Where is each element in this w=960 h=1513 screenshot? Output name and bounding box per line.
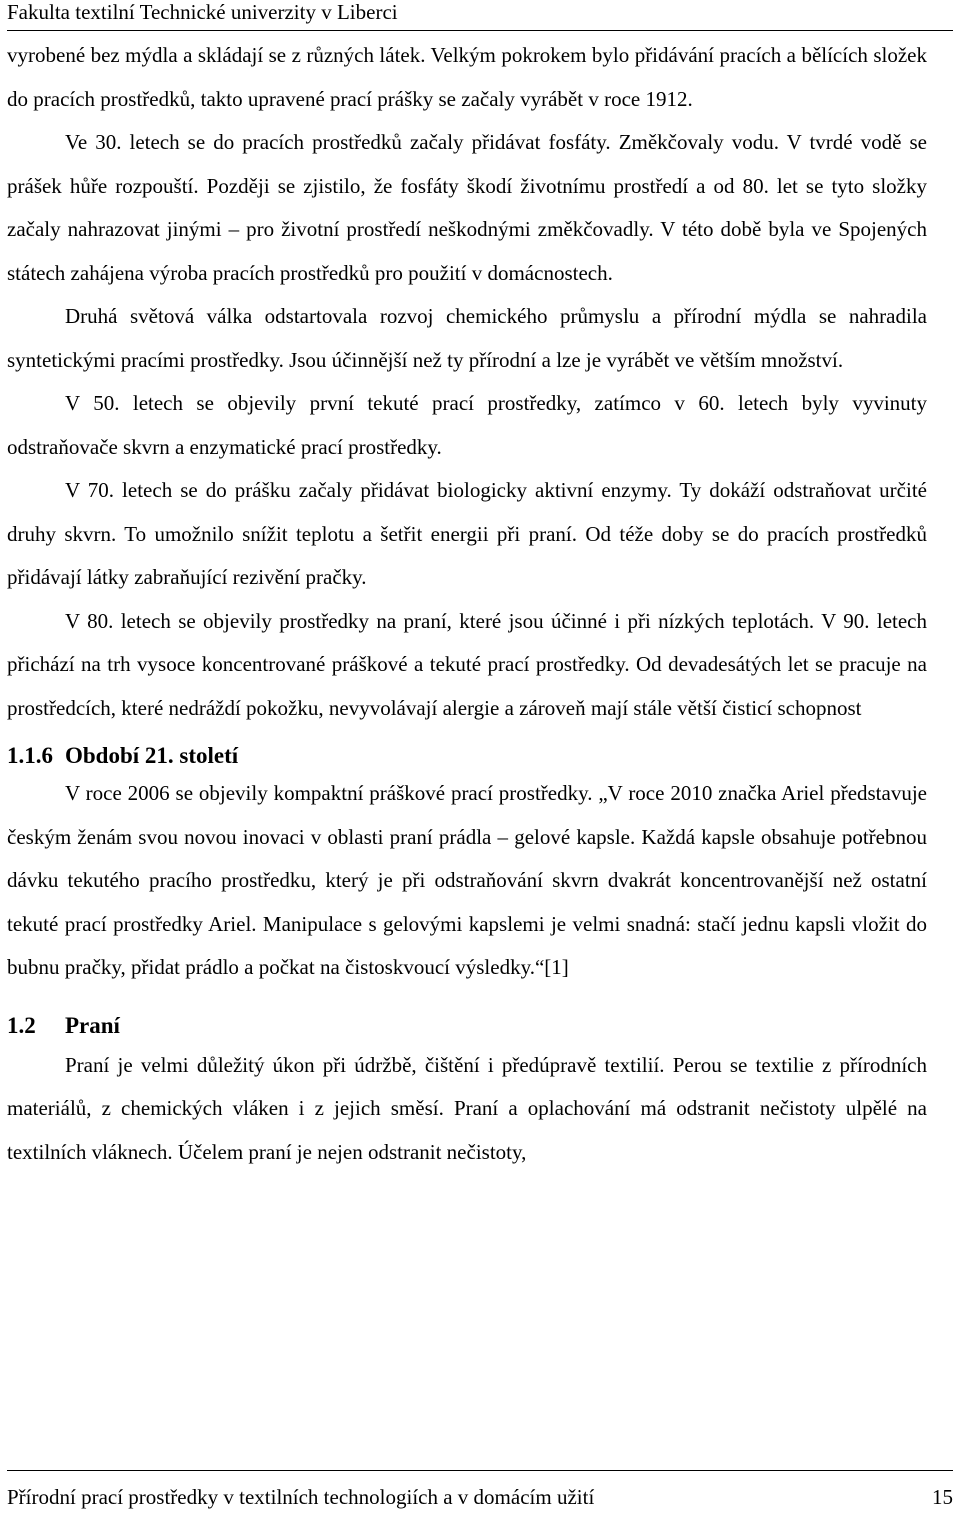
paragraph: V 70. letech se do prášku začaly přidávat biologicky aktivní enzymy. Ty dokáží odstraňovat určité druhy skvrn. To umožnilo snížit teplotu a šetřit energii při praní. Od téže doby se do pracích prostředků přidávají látky zabraňující rezivění pračky. [7,478,927,589]
page-number: 15 [932,1485,953,1509]
section-number: 1.2 [7,1012,36,1038]
footer-text: Přírodní prací prostředky v textilních technologiích a v domácím užití [7,1485,595,1509]
section-title: Období 21. století [65,743,239,768]
section-number: 1.1.6 [7,743,53,768]
paragraph: Druhá světová válka odstartovala rozvoj chemického průmyslu a přírodní mýdla se nahradila syntetickými pracími prostředky. Jsou účinnější než ty přírodní a lze je vyrábět ve větším množství. [7,304,927,372]
paragraph: V 50. letech se objevily první tekuté prací prostředky, zatímco v 60. letech byly vyvinuty odstraňovače skvrn a enzymatické prací prostředky. [7,391,927,459]
paragraph: vyrobené bez mýdla a skládají se z různých látek. Velkým pokrokem bylo přidávání pracích a bělících složek do pracích prostředků, takto upravené prací prášky se začaly vyrábět v roce 1912. [7,43,927,111]
section-title: Praní [65,1012,120,1038]
paragraph: Ve 30. letech se do pracích prostředků začaly přidávat fosfáty. Změkčovaly vodu. V tvrdé vodě se prášek hůře rozpouští. Později se zjistilo, že fosfáty škodí životnímu prostředí a od 80. let se tyto složky začaly nahrazovat jinými – pro životní prostředí neškodnými změkčovadly. V této době byla ve Spojených státech zahájena výroba pracích prostředků pro použití v domácnostech. [7,130,927,285]
header-text: Fakulta textilní Technické univerzity v Liberci [7,0,398,24]
paragraph: V roce 2006 se objevily kompaktní práškové prací prostředky. „V roce 2010 značka Ariel představuje českým ženám svou novou inovaci v oblasti praní prádla – gelové kapsle. Každá kapsle obsahuje potřebnou dávku tekutého pracího prostředku, který je při odstraňování skvrn dvakrát koncentrovanější než ostatní tekuté prací prostředky Ariel. Manipulace s gelovými kapslemi je velmi snadná: stačí jednu kapsli vložit do bubnu pračky, přidat prádlo a počkat na čistoskvoucí výsledky.“[1] [7,781,927,979]
paragraph: V 80. letech se objevily prostředky na praní, které jsou účinné i při nízkých teplotách. V 90. letech přichází na trh vysoce koncentrované práškové a tekuté prací prostředky. Od devadesátých let se pracuje na prostředcích, které nedráždí pokožku, nevyvolávají alergie a zároveň mají stále větší čisticí schopnost [7,608,927,720]
section-heading [7,1012,927,1040]
document-body [7,34,927,1174]
page-header [7,0,953,31]
paragraph: Praní je velmi důležitý úkon při údržbě, čištění i předúpravě textilií. Perou se textilie z přírodních materiálů, z chemických vláken i z jejich směsí. Praní a oplachování má odstranit nečistoty ulpělé na textilních vláknech. Účelem praní je nejen odstranit nečistoty, [7,1052,927,1164]
section-heading [7,742,927,770]
page-footer [7,1470,953,1511]
